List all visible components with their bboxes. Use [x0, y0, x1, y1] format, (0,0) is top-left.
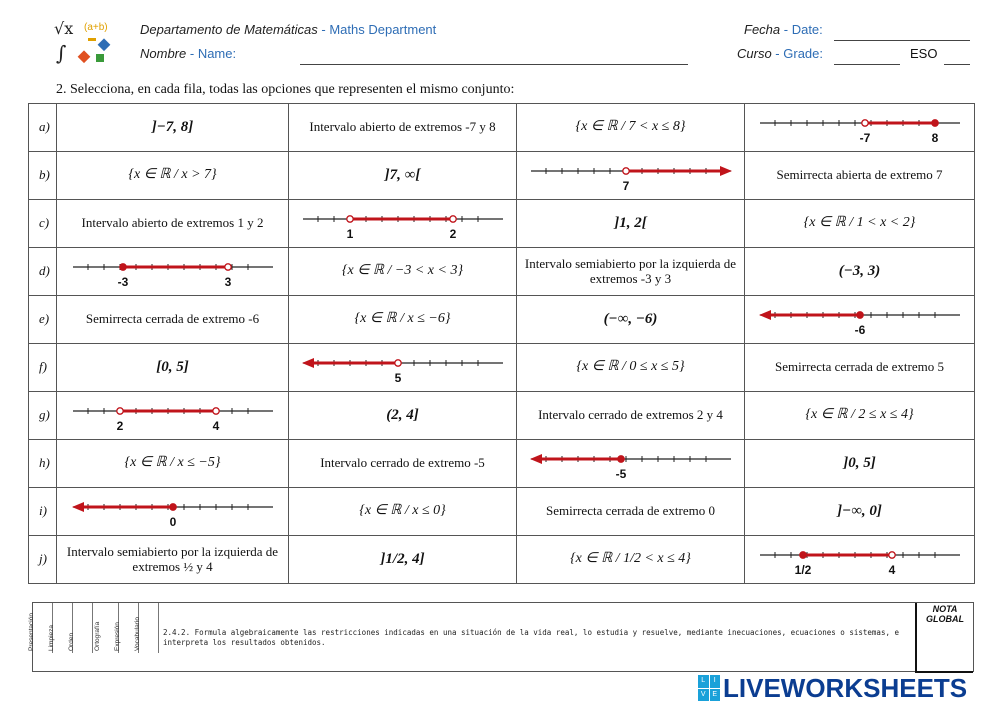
number-line-label-left: 1 — [346, 226, 353, 241]
option-text: Intervalo cerrado de extremos 2 y 4 — [538, 407, 723, 423]
option-math: {x ∈ ℝ / 7 < x ≤ 8} — [575, 119, 686, 135]
rubric-criterion-label: Expresión — [114, 622, 121, 651]
number-line-label-right: 4 — [212, 418, 219, 433]
option-cell[interactable] — [57, 440, 289, 488]
answer-table — [28, 103, 975, 584]
option-text: Intervalo abierto de extremos -7 y 8 — [309, 119, 496, 135]
option-math: {x ∈ ℝ / x > 7} — [128, 167, 217, 183]
department-title: Departamento de Matemáticas - Maths Department — [140, 22, 437, 37]
option-cell[interactable] — [57, 536, 289, 584]
option-text: Intervalo cerrado de extremo -5 — [320, 455, 485, 471]
option-math: ]0, 5] — [843, 454, 876, 471]
rubric-criterion-label: Presentación — [28, 613, 35, 651]
option-text: Semirrecta abierta de extremo 7 — [776, 167, 943, 183]
table-row — [29, 488, 975, 536]
option-cell[interactable] — [289, 488, 517, 536]
option-math: ]1, 2[ — [614, 214, 647, 231]
number-line-label-left: -7 — [859, 130, 870, 145]
row-label: a) — [29, 104, 57, 152]
number-line — [755, 541, 965, 579]
number-line-label-left: 2 — [116, 418, 123, 433]
option-text: Semirrecta cerrada de extremo 5 — [775, 359, 944, 375]
number-line-label-left: 7 — [622, 178, 629, 193]
math-logo-icon — [50, 16, 120, 66]
number-line — [526, 445, 736, 483]
rubric-criterion — [68, 603, 93, 653]
question-text: 2. Selecciona, en cada fila, todas las opciones que representen el mismo conjunto: — [56, 82, 515, 97]
option-cell[interactable] — [517, 440, 745, 488]
number-line-label-left: 0 — [169, 514, 176, 529]
option-math: (−3, 3) — [838, 262, 881, 279]
name-field[interactable] — [300, 64, 688, 65]
number-line-label-left: 1/2 — [794, 562, 811, 577]
option-text: Intervalo abierto de extremos 1 y 2 — [81, 215, 264, 231]
table-row — [29, 104, 975, 152]
name-label: Nombre - Name: — [140, 46, 237, 61]
option-math: {x ∈ ℝ / x ≤ −5} — [124, 455, 221, 471]
row-label: i) — [29, 488, 57, 536]
number-line-label-left: -6 — [854, 322, 865, 337]
row-label: e) — [29, 296, 57, 344]
row-label: d) — [29, 248, 57, 296]
option-cell[interactable] — [517, 152, 745, 200]
rubric-criterion-label: Limpieza — [48, 624, 55, 651]
rubric-criterion — [134, 603, 159, 653]
option-text: Semirrecta cerrada de extremo 0 — [546, 503, 715, 519]
number-line — [755, 301, 965, 339]
option-cell[interactable] — [289, 104, 517, 152]
number-line-label-right: 2 — [449, 226, 456, 241]
option-cell[interactable] — [517, 488, 745, 536]
table-row — [29, 296, 975, 344]
date-label: Fecha - Date: — [744, 22, 823, 37]
table-row — [29, 200, 975, 248]
option-cell[interactable] — [517, 536, 745, 584]
number-line-label-right: 4 — [888, 562, 895, 577]
option-cell[interactable] — [289, 536, 517, 584]
option-text: Intervalo semiabierto por la izquierda de extremos ½ y 4 — [66, 543, 279, 574]
course-group-field[interactable] — [944, 64, 970, 65]
option-math: {x ∈ ℝ / x ≤ 0} — [359, 503, 446, 519]
option-cell[interactable] — [517, 296, 745, 344]
option-cell[interactable] — [745, 440, 975, 488]
option-cell[interactable] — [745, 488, 975, 536]
option-cell[interactable] — [289, 440, 517, 488]
table-row — [29, 152, 975, 200]
option-cell[interactable] — [517, 104, 745, 152]
option-text: Semirrecta cerrada de extremo -6 — [85, 311, 260, 327]
liveworksheets-wordmark: LIVEWORKSHEETS — [723, 672, 968, 703]
option-cell[interactable] — [517, 200, 745, 248]
row-label: b) — [29, 152, 57, 200]
option-math: [0, 5] — [156, 358, 189, 375]
option-cell[interactable] — [517, 344, 745, 392]
number-line — [755, 109, 965, 147]
option-cell[interactable] — [57, 104, 289, 152]
date-field[interactable] — [834, 40, 970, 41]
liveworksheets-icon: L I V E — [698, 675, 720, 701]
row-label: h) — [29, 440, 57, 488]
assessment-standard: 2.4.2. Formula algebraicamente las restricciones indicadas en una situación de la vida real, lo estudia y resuelve, mediante inecuaciones, ecuaciones o sistemas, e interpreta los resultados obtenidos. — [163, 628, 900, 647]
option-cell[interactable] — [289, 248, 517, 296]
option-cell[interactable] — [57, 152, 289, 200]
option-cell[interactable] — [57, 392, 289, 440]
option-math: {x ∈ ℝ / 1/2 < x ≤ 4} — [570, 551, 691, 567]
option-text: Intervalo semiabierto por la izquierda de extremos -3 y 3 — [524, 255, 737, 286]
option-cell[interactable] — [745, 200, 975, 248]
number-line — [68, 253, 278, 291]
svg-text:√x: √x — [54, 19, 74, 38]
option-cell[interactable] — [745, 152, 975, 200]
number-line-label-left: 5 — [394, 370, 401, 385]
option-math: {x ∈ ℝ / 2 ≤ x ≤ 4} — [805, 407, 914, 423]
svg-text:(a+b): (a+b) — [84, 22, 108, 33]
rubric-box — [28, 602, 974, 672]
option-cell[interactable] — [745, 248, 975, 296]
option-math: ]−∞, 0] — [837, 502, 882, 519]
option-cell[interactable] — [745, 392, 975, 440]
number-line-label-right: 3 — [224, 274, 231, 289]
course-label: Curso - Grade: — [737, 46, 823, 61]
option-cell[interactable] — [745, 104, 975, 152]
row-label: j) — [29, 536, 57, 584]
row-label: g) — [29, 392, 57, 440]
option-cell[interactable] — [745, 296, 975, 344]
option-math: ]1/2, 4] — [380, 550, 425, 567]
option-math: (−∞, −6) — [603, 310, 658, 327]
rubric-criterion-label: Ortografía — [94, 621, 101, 651]
option-cell[interactable] — [517, 248, 745, 296]
number-line — [68, 493, 278, 531]
rubric-criterion-label: Orden — [68, 632, 75, 651]
option-cell[interactable] — [745, 536, 975, 584]
table-row — [29, 440, 975, 488]
nota-global-box: NOTA GLOBAL — [915, 603, 973, 673]
table-row — [29, 536, 975, 584]
option-cell[interactable] — [517, 392, 745, 440]
number-line-label-right: 8 — [931, 130, 938, 145]
number-line — [68, 397, 278, 435]
option-math: ]−7, 8] — [151, 118, 194, 135]
row-label: f) — [29, 344, 57, 392]
option-math: {x ∈ ℝ / 1 < x < 2} — [803, 215, 916, 231]
option-cell[interactable] — [289, 296, 517, 344]
number-line — [526, 157, 736, 195]
option-cell[interactable] — [57, 296, 289, 344]
number-line-label-left: -3 — [117, 274, 128, 289]
option-cell[interactable] — [289, 392, 517, 440]
option-cell[interactable] — [57, 344, 289, 392]
option-math: {x ∈ ℝ / −3 < x < 3} — [341, 263, 464, 279]
number-line — [298, 205, 508, 243]
table-row — [29, 248, 975, 296]
option-math: {x ∈ ℝ / x ≤ −6} — [354, 311, 451, 327]
option-cell[interactable] — [289, 152, 517, 200]
option-cell[interactable] — [57, 248, 289, 296]
table-row — [29, 392, 975, 440]
option-math: (2, 4] — [386, 406, 419, 423]
option-cell[interactable] — [745, 344, 975, 392]
course-suffix: ESO — [910, 46, 938, 61]
rubric-criterion-label: Vocabulario — [134, 617, 141, 651]
course-field[interactable] — [834, 64, 900, 65]
option-math: {x ∈ ℝ / 0 ≤ x ≤ 5} — [576, 359, 685, 375]
option-cell[interactable] — [57, 488, 289, 536]
liveworksheets-logo — [698, 672, 967, 704]
svg-text:∫: ∫ — [56, 41, 67, 65]
row-label: c) — [29, 200, 57, 248]
number-line — [298, 349, 508, 387]
option-cell[interactable] — [289, 344, 517, 392]
option-cell[interactable] — [289, 200, 517, 248]
option-math: ]7, ∞[ — [384, 166, 421, 183]
table-row — [29, 344, 975, 392]
option-cell[interactable] — [57, 200, 289, 248]
number-line-label-left: -5 — [615, 466, 626, 481]
